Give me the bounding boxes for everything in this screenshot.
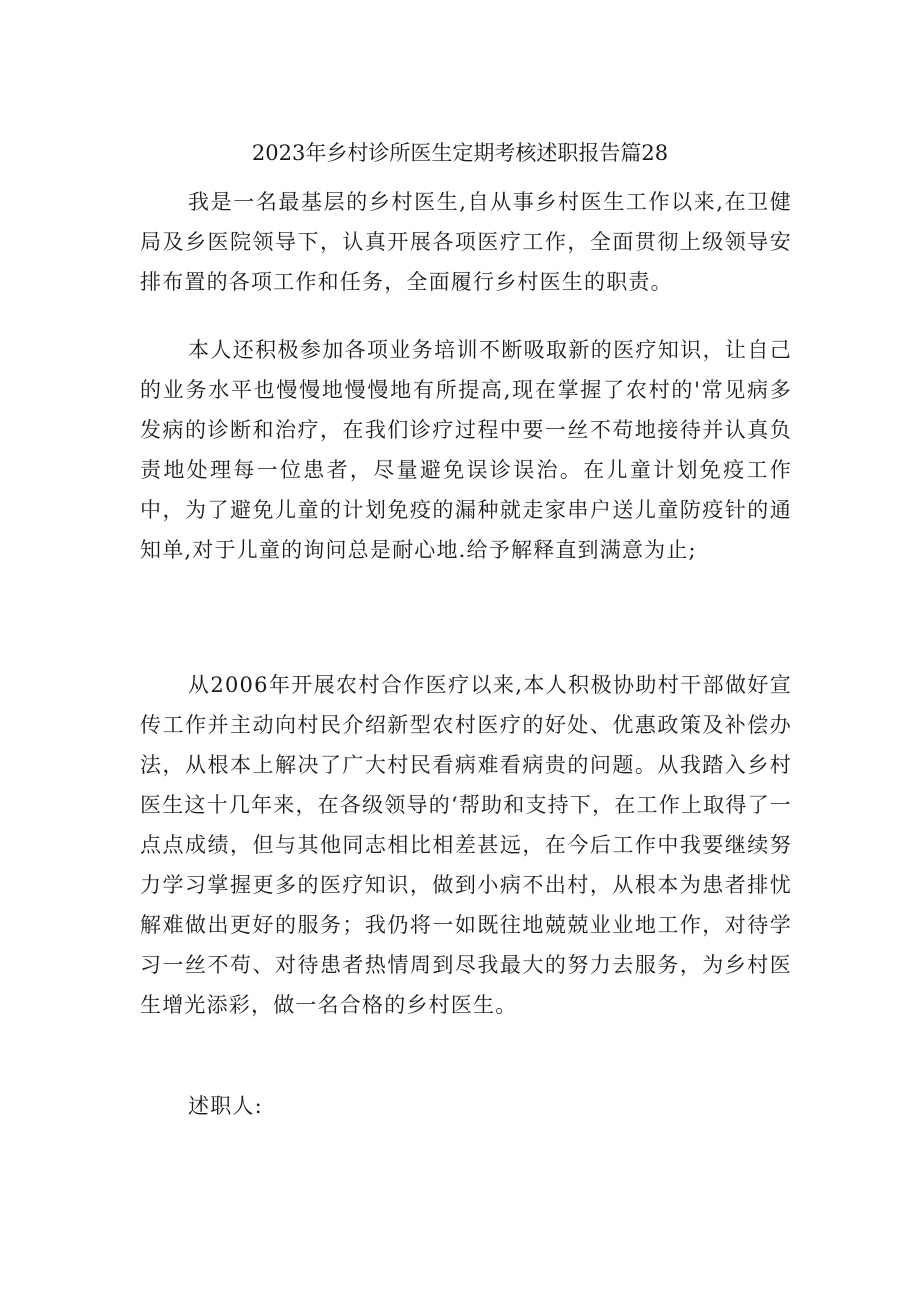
paragraph-2: 本人还积极参加各项业务培训不断吸取新的医疗知识，让自己的业务水平也慢慢地慢慢地有所提高,现在掌握了农村的'常见病多发病的诊断和治疗，在我们诊疗过程中要一丝不苟地接待并认真负责地处理每一位患者，尽量避免误诊误治。在儿童计划免疫工作中，为了避免儿童的计划免疫的漏种就走家串户送儿童防疫针的通知单,对于儿童的询问总是耐心地.给予解释直到满意为止; — [140, 338, 792, 562]
document-title: 2023年乡村诊所医生定期考核述职报告篇28 — [251, 141, 669, 165]
paragraph-3: 从2006年开展农村合作医疗以来,本人积极协助村干部做好宣传工作并主动向村民介绍新型农村医疗的好处、优惠政策及补偿办法，从根本上解决了广大村民看病难看病贵的问题。从我踏入乡村医生这十几年来，在各级领导的‘帮助和支持下，在工作上取得了一点点成绩，但与其他同志相比相差甚远，在今后工作中我要继续努力学习掌握更多的医疗知识，做到小病不出村，从根本为患者排忧解难做出更好的服务；我仍将一如既往地兢兢业业地工作，对待学习一丝不苟、对待患者热情周到尽我最大的努力去服务，为乡村医生增光添彩，做一名合格的乡村医生。 — [140, 673, 792, 1017]
signoff-label: 述职人: — [188, 1094, 263, 1118]
paragraph-1: 我是一名最基层的乡村医生,自从事乡村医生工作以来,在卫健局及乡医院领导下，认真开展各项医疗工作，全面贯彻上级领导安排布置的各项工作和任务，全面履行乡村医生的职责。 — [140, 190, 792, 294]
